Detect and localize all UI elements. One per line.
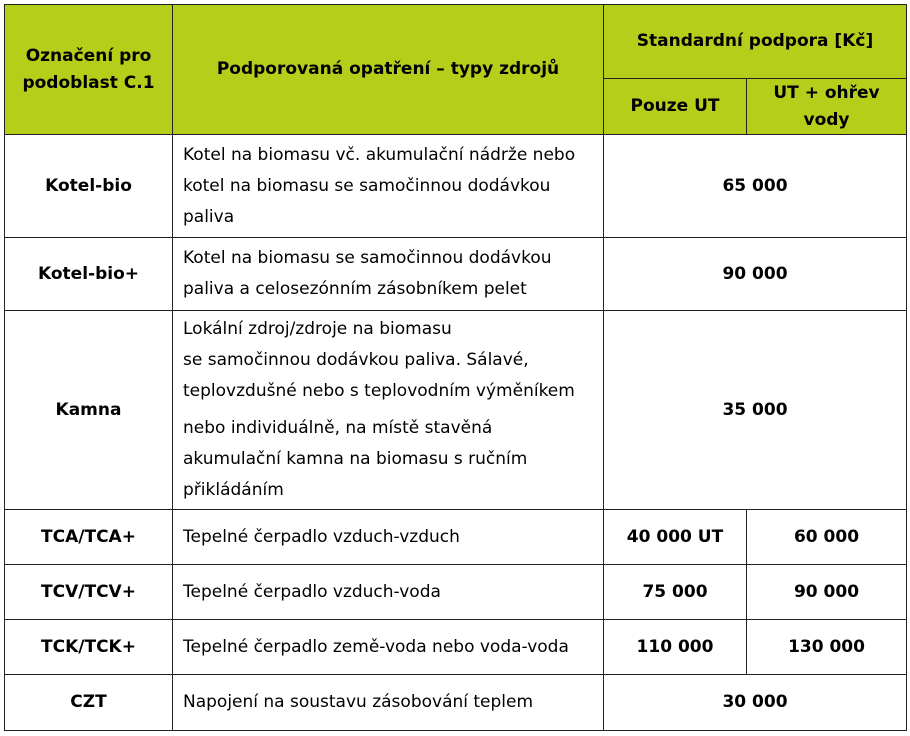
row-description-line: Lokální zdroj/zdroje na biomasu bbox=[183, 319, 452, 339]
row-description bbox=[173, 311, 604, 510]
row-amount-ut-water: 60 000 bbox=[747, 510, 907, 565]
row-description: Tepelné čerpadlo vzduch-vzduch bbox=[173, 510, 604, 565]
row-code: Kotel-bio bbox=[5, 135, 173, 238]
table-row bbox=[5, 311, 907, 510]
row-code: Kamna bbox=[5, 311, 173, 510]
header-measure: Podporovaná opatření – typy zdrojů bbox=[173, 5, 604, 135]
row-description: Kotel na biomasu se samočinnou dodávkou paliva a celosezónním zásobníkem pelet bbox=[173, 238, 604, 311]
row-code: TCV/TCV+ bbox=[5, 565, 173, 620]
header-ut-only: Pouze UT bbox=[604, 79, 747, 135]
row-amount-ut: 110 000 bbox=[604, 620, 747, 675]
row-description: Napojení na soustavu zásobování teplem bbox=[173, 675, 604, 731]
row-amount: 35 000 bbox=[604, 311, 907, 510]
row-code: Kotel-bio+ bbox=[5, 238, 173, 311]
row-code: TCA/TCA+ bbox=[5, 510, 173, 565]
row-amount: 90 000 bbox=[604, 238, 907, 311]
row-description: Tepelné čerpadlo vzduch-voda bbox=[173, 565, 604, 620]
row-description-line: se samočinnou dodávkou paliva. Sálavé, teplovzdušné nebo s teplovodním výměníkem bbox=[183, 350, 575, 401]
row-amount: 30 000 bbox=[604, 675, 907, 731]
table-row bbox=[5, 675, 907, 731]
row-amount-ut: 40 000 UT bbox=[604, 510, 747, 565]
header-code: Označení pro podoblast C.1 bbox=[5, 5, 173, 135]
header-support: Standardní podpora [Kč] bbox=[604, 5, 907, 79]
row-description: Tepelné čerpadlo země-voda nebo voda-voda bbox=[173, 620, 604, 675]
row-code: TCK/TCK+ bbox=[5, 620, 173, 675]
row-amount-ut-water: 90 000 bbox=[747, 565, 907, 620]
table-row bbox=[5, 620, 907, 675]
row-description-line: nebo individuálně, na místě stavěná akumulační kamna na biomasu s ručním přikládáním bbox=[183, 418, 528, 500]
support-table bbox=[4, 4, 907, 731]
row-description: Kotel na biomasu vč. akumulační nádrže nebo kotel na biomasu se samočinnou dodávkou paliva bbox=[173, 135, 604, 238]
table-row bbox=[5, 510, 907, 565]
header-ut-water: UT + ohřev vody bbox=[747, 79, 907, 135]
table-row bbox=[5, 238, 907, 311]
row-amount-ut: 75 000 bbox=[604, 565, 747, 620]
table-row bbox=[5, 135, 907, 238]
row-code: CZT bbox=[5, 675, 173, 731]
row-amount-ut-water: 130 000 bbox=[747, 620, 907, 675]
table-row bbox=[5, 565, 907, 620]
row-amount: 65 000 bbox=[604, 135, 907, 238]
